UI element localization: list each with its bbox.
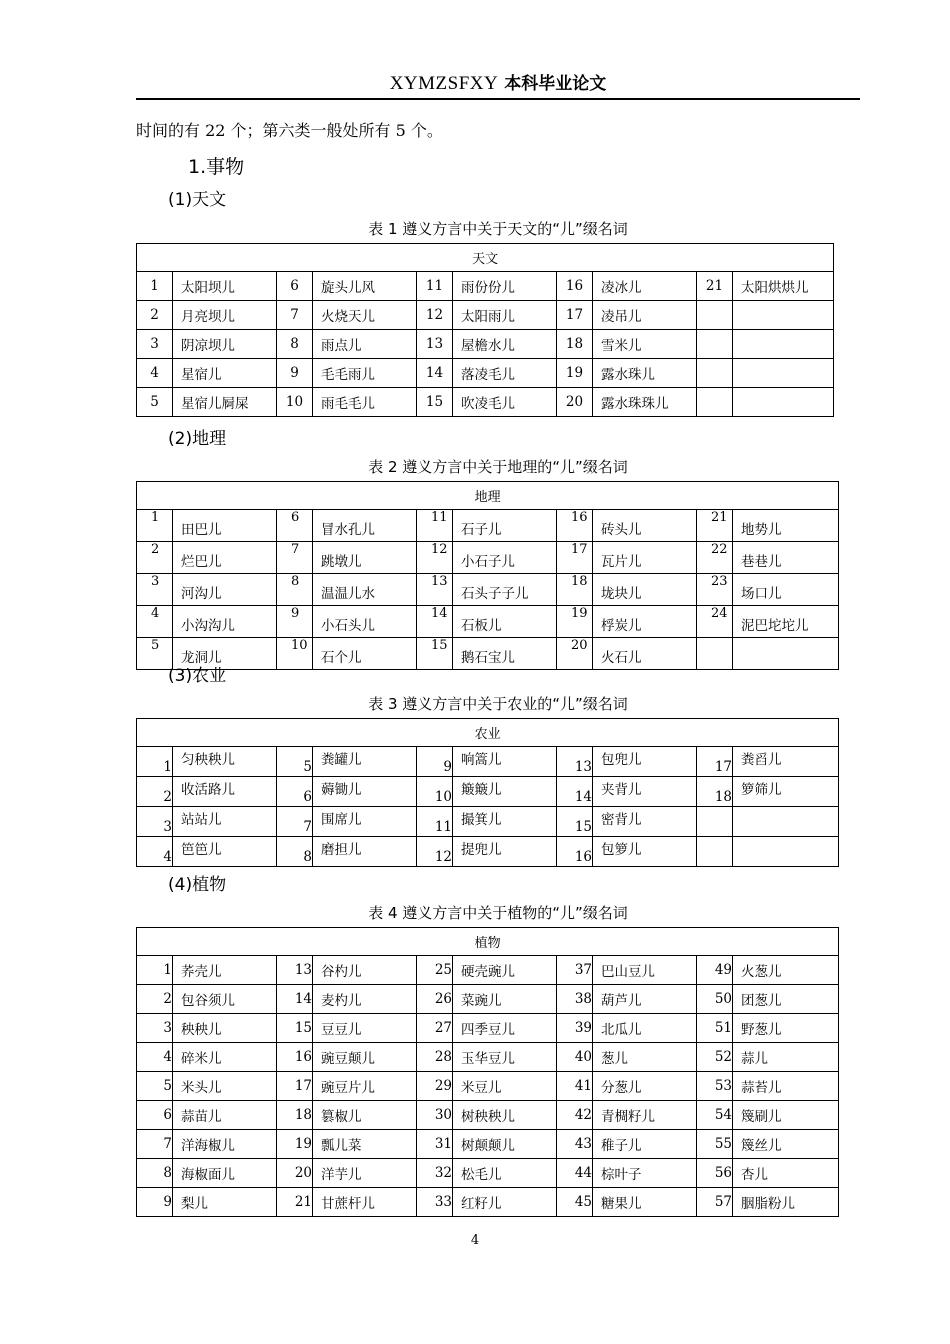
entry-number: 2 — [137, 301, 173, 330]
entry-word: 蒜儿 — [733, 1043, 839, 1072]
entry-number: 7 — [277, 301, 313, 330]
subsection-heading-3: (3)农业 — [168, 666, 227, 686]
entry-word: 野葱儿 — [733, 1014, 839, 1043]
entry-number: 6 — [277, 272, 313, 301]
table-row — [137, 985, 839, 1014]
entry-word: 粪罐儿 — [313, 747, 417, 777]
entry-word: 簸簸儿 — [453, 777, 557, 807]
entry-word: 小石子儿 — [453, 542, 557, 574]
entry-word: 梨儿 — [173, 1188, 277, 1217]
entry-number: 4 — [137, 606, 173, 638]
entry-word: 雨点儿 — [313, 330, 417, 359]
entry-number: 57 — [697, 1188, 733, 1217]
entry-number: 20 — [557, 638, 593, 670]
entry-number: 43 — [557, 1130, 593, 1159]
entry-number: 23 — [697, 574, 733, 606]
entry-word: 密背儿 — [593, 807, 697, 837]
entry-word: 石板儿 — [453, 606, 557, 638]
entry-number: 54 — [697, 1101, 733, 1130]
entry-number: 8 — [277, 330, 313, 359]
entry-number — [697, 330, 733, 359]
entry-word: 篡椒儿 — [313, 1101, 417, 1130]
table-header-row — [137, 482, 839, 510]
table-row — [137, 1043, 839, 1072]
entry-number: 15 — [417, 388, 453, 417]
table-caption-4: 表 4 遵义方言中关于植物的“儿”缀名词 — [368, 904, 628, 922]
table-row — [137, 777, 839, 807]
entry-number — [697, 638, 733, 670]
entry-word: 泥巴坨坨儿 — [733, 606, 839, 638]
entry-number: 17 — [557, 542, 593, 574]
entry-word: 站站儿 — [173, 807, 277, 837]
entry-number — [697, 301, 733, 330]
entry-word: 火葱儿 — [733, 956, 839, 985]
entry-number: 19 — [277, 1130, 313, 1159]
table-1 — [136, 243, 834, 417]
entry-number — [697, 359, 733, 388]
entry-number: 9 — [277, 606, 313, 638]
entry-word: 场口儿 — [733, 574, 839, 606]
entry-word: 分葱儿 — [593, 1072, 697, 1101]
entry-word: 月亮坝儿 — [173, 301, 277, 330]
entry-number: 1 — [137, 747, 173, 777]
entry-number: 15 — [277, 1014, 313, 1043]
entry-word: 吹凌毛儿 — [453, 388, 557, 417]
entry-word: 巴山豆儿 — [593, 956, 697, 985]
entry-word: 桴炭儿 — [593, 606, 697, 638]
entry-number: 11 — [417, 510, 453, 542]
entry-number: 20 — [277, 1159, 313, 1188]
table-row — [137, 747, 839, 777]
entry-number: 45 — [557, 1188, 593, 1217]
entry-number: 17 — [557, 301, 593, 330]
entry-number: 37 — [557, 956, 593, 985]
entry-number: 5 — [137, 638, 173, 670]
entry-number: 19 — [557, 359, 593, 388]
entry-word: 跳墩儿 — [313, 542, 417, 574]
entry-number: 7 — [137, 1130, 173, 1159]
entry-number: 42 — [557, 1101, 593, 1130]
entry-word: 瓢儿菜 — [313, 1130, 417, 1159]
table-header-row — [137, 719, 839, 747]
table-row — [137, 1101, 839, 1130]
entry-word: 包兜儿 — [593, 747, 697, 777]
entry-word: 谷杓儿 — [313, 956, 417, 985]
entry-word: 落凌毛儿 — [453, 359, 557, 388]
entry-word: 胭脂粉儿 — [733, 1188, 839, 1217]
entry-number: 53 — [697, 1072, 733, 1101]
table-row — [137, 1130, 839, 1159]
entry-word: 包谷须儿 — [173, 985, 277, 1014]
entry-number: 1 — [137, 272, 173, 301]
entry-word: 稚子儿 — [593, 1130, 697, 1159]
entry-number: 14 — [277, 985, 313, 1014]
entry-number: 7 — [277, 542, 313, 574]
table-4 — [136, 927, 839, 1217]
entry-word — [733, 301, 834, 330]
entry-word: 响篙儿 — [453, 747, 557, 777]
entry-word: 米豆儿 — [453, 1072, 557, 1101]
entry-number: 52 — [697, 1043, 733, 1072]
entry-word: 地势儿 — [733, 510, 839, 542]
table-3 — [136, 718, 839, 867]
entry-number — [697, 388, 733, 417]
entry-number: 4 — [137, 1043, 173, 1072]
entry-number: 13 — [417, 330, 453, 359]
entry-number: 21 — [277, 1188, 313, 1217]
entry-word: 围席儿 — [313, 807, 417, 837]
entry-number: 5 — [137, 388, 173, 417]
entry-word: 篾丝儿 — [733, 1130, 839, 1159]
entry-word: 葫芦儿 — [593, 985, 697, 1014]
entry-number: 39 — [557, 1014, 593, 1043]
entry-word: 河沟儿 — [173, 574, 277, 606]
entry-word: 蒜苗儿 — [173, 1101, 277, 1130]
entry-word: 菜豌儿 — [453, 985, 557, 1014]
entry-word: 雨毛毛儿 — [313, 388, 417, 417]
entry-number: 3 — [137, 574, 173, 606]
table-row — [137, 606, 839, 638]
entry-number: 28 — [417, 1043, 453, 1072]
entry-number: 1 — [137, 956, 173, 985]
entry-word: 树秧秧儿 — [453, 1101, 557, 1130]
entry-number: 10 — [277, 388, 313, 417]
entry-number: 21 — [697, 510, 733, 542]
entry-number: 56 — [697, 1159, 733, 1188]
table-caption-2: 表 2 遵义方言中关于地理的“儿”缀名词 — [368, 458, 628, 476]
entry-word: 露水珠珠儿 — [593, 388, 697, 417]
table-2 — [136, 481, 839, 670]
entry-number: 12 — [417, 301, 453, 330]
entry-word: 凌吊儿 — [593, 301, 697, 330]
entry-number: 40 — [557, 1043, 593, 1072]
entry-word: 葱儿 — [593, 1043, 697, 1072]
table-row — [137, 1188, 839, 1217]
entry-word: 薅锄儿 — [313, 777, 417, 807]
entry-number: 55 — [697, 1130, 733, 1159]
entry-number: 31 — [417, 1130, 453, 1159]
entry-number: 14 — [417, 359, 453, 388]
entry-word: 温温儿水 — [313, 574, 417, 606]
entry-word: 火石儿 — [593, 638, 697, 670]
entry-word: 巷巷儿 — [733, 542, 839, 574]
entry-number: 5 — [277, 747, 313, 777]
entry-word: 小石头儿 — [313, 606, 417, 638]
entry-word: 雨份份儿 — [453, 272, 557, 301]
entry-number: 18 — [557, 574, 593, 606]
entry-word: 阴凉坝儿 — [173, 330, 277, 359]
subsection-heading-4: (4)植物 — [168, 875, 227, 895]
entry-number: 27 — [417, 1014, 453, 1043]
entry-number: 14 — [417, 606, 453, 638]
table-row — [137, 638, 839, 670]
entry-number: 3 — [137, 330, 173, 359]
table-category-header: 植物 — [137, 928, 839, 956]
entry-number: 13 — [557, 747, 593, 777]
entry-word: 毛毛雨儿 — [313, 359, 417, 388]
entry-word: 笆笆儿 — [173, 837, 277, 867]
entry-word: 星宿儿 — [173, 359, 277, 388]
entry-word: 树颠颠儿 — [453, 1130, 557, 1159]
entry-number: 10 — [277, 638, 313, 670]
section-heading: 1.事物 — [188, 156, 245, 178]
entry-number: 29 — [417, 1072, 453, 1101]
table-caption-1: 表 1 遵义方言中关于天文的“儿”缀名词 — [368, 220, 628, 238]
table-caption-3: 表 3 遵义方言中关于农业的“儿”缀名词 — [368, 695, 628, 713]
entry-number: 2 — [137, 985, 173, 1014]
entry-number: 32 — [417, 1159, 453, 1188]
table-row — [137, 510, 839, 542]
entry-word: 甘蔗杆儿 — [313, 1188, 417, 1217]
entry-number: 3 — [137, 807, 173, 837]
entry-number: 12 — [417, 837, 453, 867]
table-row — [137, 574, 839, 606]
entry-word: 棕叶子 — [593, 1159, 697, 1188]
entry-word: 收活路儿 — [173, 777, 277, 807]
entry-number: 9 — [137, 1188, 173, 1217]
entry-number: 12 — [417, 542, 453, 574]
entry-number: 4 — [137, 359, 173, 388]
entry-word: 砖头儿 — [593, 510, 697, 542]
entry-number: 38 — [557, 985, 593, 1014]
table-row — [137, 359, 834, 388]
entry-number — [697, 837, 733, 867]
entry-number: 30 — [417, 1101, 453, 1130]
table-header-row — [137, 244, 834, 272]
entry-word: 田巴儿 — [173, 510, 277, 542]
entry-number: 9 — [417, 747, 453, 777]
entry-number: 21 — [697, 272, 733, 301]
entry-number: 18 — [557, 330, 593, 359]
entry-number: 2 — [137, 777, 173, 807]
entry-word: 粪舀儿 — [733, 747, 839, 777]
entry-word: 小沟沟儿 — [173, 606, 277, 638]
entry-word: 松毛儿 — [453, 1159, 557, 1188]
entry-word: 撮箕儿 — [453, 807, 557, 837]
entry-number: 24 — [697, 606, 733, 638]
intro-text: 时间的有 22 个；第六类一般处所有 5 个。 — [136, 121, 443, 140]
subsection-heading-1: (1)天文 — [168, 190, 227, 210]
entry-word — [733, 638, 839, 670]
entry-word: 太阳烘烘儿 — [733, 272, 834, 301]
entry-word: 团葱儿 — [733, 985, 839, 1014]
entry-number: 17 — [277, 1072, 313, 1101]
entry-number: 51 — [697, 1014, 733, 1043]
table-row — [137, 301, 834, 330]
entry-number: 14 — [557, 777, 593, 807]
entry-word: 豌豆颠儿 — [313, 1043, 417, 1072]
entry-number: 18 — [697, 777, 733, 807]
entry-word: 硬壳豌儿 — [453, 956, 557, 985]
table-row — [137, 807, 839, 837]
entry-word: 烂巴儿 — [173, 542, 277, 574]
entry-word: 秧秧儿 — [173, 1014, 277, 1043]
entry-number: 7 — [277, 807, 313, 837]
subsection-heading-2: (2)地理 — [168, 429, 227, 449]
entry-word: 杏儿 — [733, 1159, 839, 1188]
header-thesis: 本科毕业论文 — [504, 74, 607, 94]
entry-word: 麦杓儿 — [313, 985, 417, 1014]
entry-word: 太阳雨儿 — [453, 301, 557, 330]
table-row — [137, 956, 839, 985]
entry-word: 北瓜儿 — [593, 1014, 697, 1043]
table-row — [137, 330, 834, 359]
table-category-header: 天文 — [137, 244, 834, 272]
entry-number: 8 — [137, 1159, 173, 1188]
entry-number: 5 — [137, 1072, 173, 1101]
table-row — [137, 272, 834, 301]
entry-word: 屋檐水儿 — [453, 330, 557, 359]
header-code: XYMZSFXY — [389, 73, 499, 94]
page-number: 4 — [470, 1233, 480, 1248]
entry-word: 四季豆儿 — [453, 1014, 557, 1043]
entry-word: 红籽儿 — [453, 1188, 557, 1217]
entry-number — [697, 807, 733, 837]
entry-number: 26 — [417, 985, 453, 1014]
entry-word — [733, 807, 839, 837]
entry-word: 石个儿 — [313, 638, 417, 670]
table-row — [137, 388, 834, 417]
entry-word: 凌冰儿 — [593, 272, 697, 301]
table-row — [137, 837, 839, 867]
entry-number: 16 — [557, 837, 593, 867]
entry-number: 9 — [277, 359, 313, 388]
entry-number: 13 — [417, 574, 453, 606]
table-row — [137, 1159, 839, 1188]
entry-word: 匀秧秧儿 — [173, 747, 277, 777]
entry-word: 石头子子儿 — [453, 574, 557, 606]
entry-word: 洋海椒儿 — [173, 1130, 277, 1159]
entry-number: 33 — [417, 1188, 453, 1217]
entry-word: 夹背儿 — [593, 777, 697, 807]
entry-number: 16 — [557, 272, 593, 301]
entry-word: 垅块儿 — [593, 574, 697, 606]
entry-number: 44 — [557, 1159, 593, 1188]
entry-word: 海椒面儿 — [173, 1159, 277, 1188]
entry-number: 25 — [417, 956, 453, 985]
entry-number: 50 — [697, 985, 733, 1014]
entry-word: 龙洞儿 — [173, 638, 277, 670]
entry-number: 6 — [277, 510, 313, 542]
entry-number: 16 — [277, 1043, 313, 1072]
entry-number: 13 — [277, 956, 313, 985]
entry-number: 6 — [277, 777, 313, 807]
entry-word: 洋芋儿 — [313, 1159, 417, 1188]
entry-number: 17 — [697, 747, 733, 777]
entry-word: 瓦片儿 — [593, 542, 697, 574]
entry-word: 米头儿 — [173, 1072, 277, 1101]
table-category-header: 农业 — [137, 719, 839, 747]
entry-word: 豆豆儿 — [313, 1014, 417, 1043]
entry-word: 太阳坝儿 — [173, 272, 277, 301]
table-row — [137, 1014, 839, 1043]
entry-number: 4 — [137, 837, 173, 867]
table-header-row — [137, 928, 839, 956]
entry-number: 15 — [557, 807, 593, 837]
entry-number: 16 — [557, 510, 593, 542]
entry-number: 10 — [417, 777, 453, 807]
entry-word: 碎米儿 — [173, 1043, 277, 1072]
entry-word: 石子儿 — [453, 510, 557, 542]
entry-word: 火烧天儿 — [313, 301, 417, 330]
entry-word — [733, 388, 834, 417]
entry-number: 3 — [137, 1014, 173, 1043]
entry-number: 6 — [137, 1101, 173, 1130]
entry-word: 箩筛儿 — [733, 777, 839, 807]
entry-number: 11 — [417, 807, 453, 837]
entry-word: 篾刷儿 — [733, 1101, 839, 1130]
entry-word: 荞壳儿 — [173, 956, 277, 985]
entry-word: 包箩儿 — [593, 837, 697, 867]
entry-number: 11 — [417, 272, 453, 301]
entry-word: 蒜苔儿 — [733, 1072, 839, 1101]
entry-word — [733, 359, 834, 388]
entry-word: 豌豆片儿 — [313, 1072, 417, 1101]
entry-word: 雪米儿 — [593, 330, 697, 359]
table-row — [137, 1072, 839, 1101]
entry-number: 20 — [557, 388, 593, 417]
entry-word: 玉华豆儿 — [453, 1043, 557, 1072]
table-category-header: 地理 — [137, 482, 839, 510]
entry-word: 露水珠儿 — [593, 359, 697, 388]
entry-number: 49 — [697, 956, 733, 985]
entry-number: 41 — [557, 1072, 593, 1101]
entry-word — [733, 330, 834, 359]
entry-word: 提兜儿 — [453, 837, 557, 867]
entry-word: 冒水孔儿 — [313, 510, 417, 542]
entry-number: 22 — [697, 542, 733, 574]
entry-number: 18 — [277, 1101, 313, 1130]
entry-number: 8 — [277, 574, 313, 606]
page-header — [136, 68, 860, 100]
entry-word: 旋头儿风 — [313, 272, 417, 301]
entry-word — [733, 837, 839, 867]
entry-number: 8 — [277, 837, 313, 867]
entry-word: 青椆籽儿 — [593, 1101, 697, 1130]
entry-number: 19 — [557, 606, 593, 638]
entry-number: 2 — [137, 542, 173, 574]
entry-word: 糖果儿 — [593, 1188, 697, 1217]
entry-word: 磨担儿 — [313, 837, 417, 867]
entry-word: 星宿儿屙屎 — [173, 388, 277, 417]
entry-word: 鹅石宝儿 — [453, 638, 557, 670]
table-row — [137, 542, 839, 574]
entry-number: 1 — [137, 510, 173, 542]
entry-number: 15 — [417, 638, 453, 670]
